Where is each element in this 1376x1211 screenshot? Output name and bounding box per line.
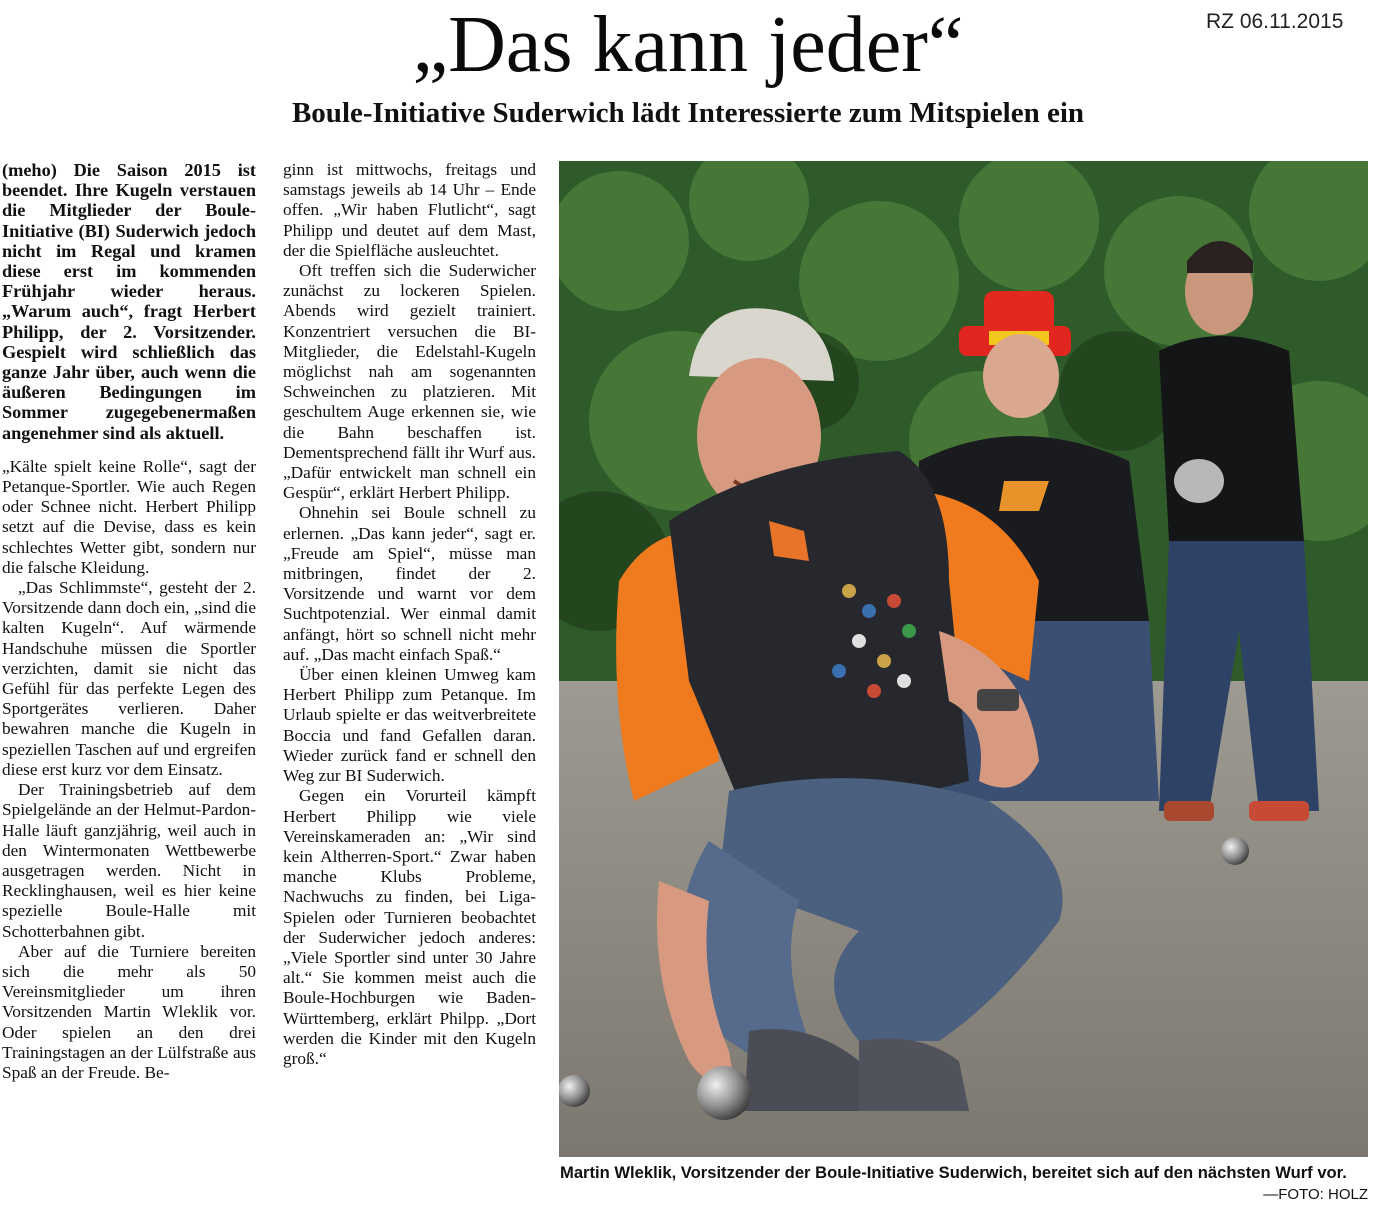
paragraph: Oft treffen sich die Suderwicher zunächst zu lockeren Spielen. Abends wird gezielt trainiert. Konzentriert versuchen die BI-Mitglieder, die Edelstahl-Kugeln möglichst nah am sogenannten Schweinchen zu platzieren. Mit geschultem Auge erkennen sie, wie die Bahn beschaffen ist. Dementsprechend fällt ihr Wurf aus. „Dafür entwickelt man schnell ein Gespür“, erklärt Herbert Philipp. <box>283 261 536 503</box>
paragraph: „Das Schlimmste“, gesteht der 2. Vorsitzende dann doch ein, „sind die kalten Kugeln“. Auf wärmende Handschuhe müssen die Sportler verzichten, damit sie nicht das Gefühl für das perfekte Legen des Sportgerätes verlieren. Daher bewahren manche die Kugeln in speziellen Taschen auf und ergreifen diese erst kurz vor dem Einsatz. <box>2 578 256 779</box>
article-lead: (meho) Die Saison 2015 ist beendet. Ihre Kugeln verstauen die Mitglieder der Boule-Initiative (BI) Suderwich jedoch nicht im Regal und kramen diese erst im kommenden Frühjahr wieder heraus. „Warum auch“, fragt Herbert Philipp, der 2. Vorsitzender. Gespielt wird schließlich das ganze Jahr über, auch wenn die äußeren Bedingungen im Sommer zugegebenermaßen angenehmer sind als aktuell. <box>2 160 256 443</box>
article-column-2 <box>283 160 536 1069</box>
subheadline: Boule-Initiative Suderwich lädt Interessierte zum Mitspielen ein <box>291 97 1085 129</box>
headline: „Das kann jeder“ <box>412 1 964 89</box>
boule-ball-in-hand <box>697 1066 751 1120</box>
article-column-1 <box>2 160 256 1083</box>
paragraph: ginn ist mittwochs, freitags und samstags jeweils ab 14 Uhr – Ende offen. „Wir haben Flutlicht“, sagt Philipp und deutet auf dem Mast, der die Spielfläche ausleuchtet. <box>283 160 536 260</box>
paragraph: „Kälte spielt keine Rolle“, sagt der Petanque-Sportler. Wie auch Regen oder Schnee nicht. Herbert Philipp setzt auf die Devise, dass es kein schlechtes Wetter gibt, sondern nur die falsche Kleidung. <box>2 456 256 577</box>
paragraph: Der Trainingsbetrieb auf dem Spielgelände an der Helmut-Pardon-Halle läuft ganzjährig, weil auch in den Wintermonaten Wettbewerbe ausgetragen werden. Nicht in Recklinghausen, weil es hier keine spezielle Boule-Halle mit Schotterbahnen gibt. <box>2 780 256 941</box>
photo-illustration <box>559 161 1368 1157</box>
photo-credit: —FOTO: HOLZ <box>1263 1186 1368 1203</box>
paragraph: Aber auf die Turniere bereiten sich die mehr als 50 Vereinsmitglieder um ihren Vorsitzenden Martin Wleklik vor. Oder spielen an den drei Trainingstagen an der Lülfstraße aus Spaß an der Freude. Be- <box>2 941 256 1082</box>
boule-ball <box>1221 837 1249 865</box>
photo-caption: Martin Wleklik, Vorsitzender der Boule-Initiative Suderwich, bereitet sich auf den nächsten Wurf vor. <box>560 1163 1347 1182</box>
boule-ball <box>559 1075 590 1107</box>
dateline: RZ 06.11.2015 <box>1206 10 1344 33</box>
paragraph: Gegen ein Vorurteil kämpft Herbert Philipp wie viele Vereinskameraden an: „Wir sind kein Altherren-Sport.“ Zwar haben manche Klubs Probleme, Nachwuchs zu finden, bei Liga-Spielen oder Turnieren beobachtet der Suderwicher jedoch anderes: „Viele Sportler sind unter 30 Jahre alt.“ Sie kommen meist auch die Boule-Hochburgen wie Baden-Württemberg, erklärt Philpp. „Dort werden die Kinder mit den Kugeln groß.“ <box>283 786 536 1068</box>
paragraph: Über einen kleinen Umweg kam Herbert Philipp zum Petanque. Im Urlaub spielte er das weitverbreitete Boccia und fand Gefallen daran. Wieder zurück fand er schnell den Weg zur BI Suderwich. <box>283 665 536 786</box>
paragraph: Ohnehin sei Boule schnell zu erlernen. „Das kann jeder“, sagt er. „Freude am Spiel“, müsse man mitbringen, findet der 2. Vorsitzende und warnt vor dem Suchtpotenzial. Wer einmal damit anfängt, hört so schnell nicht mehr auf. „Das macht einfach Spaß.“ <box>283 503 536 664</box>
article-photo <box>559 161 1368 1157</box>
